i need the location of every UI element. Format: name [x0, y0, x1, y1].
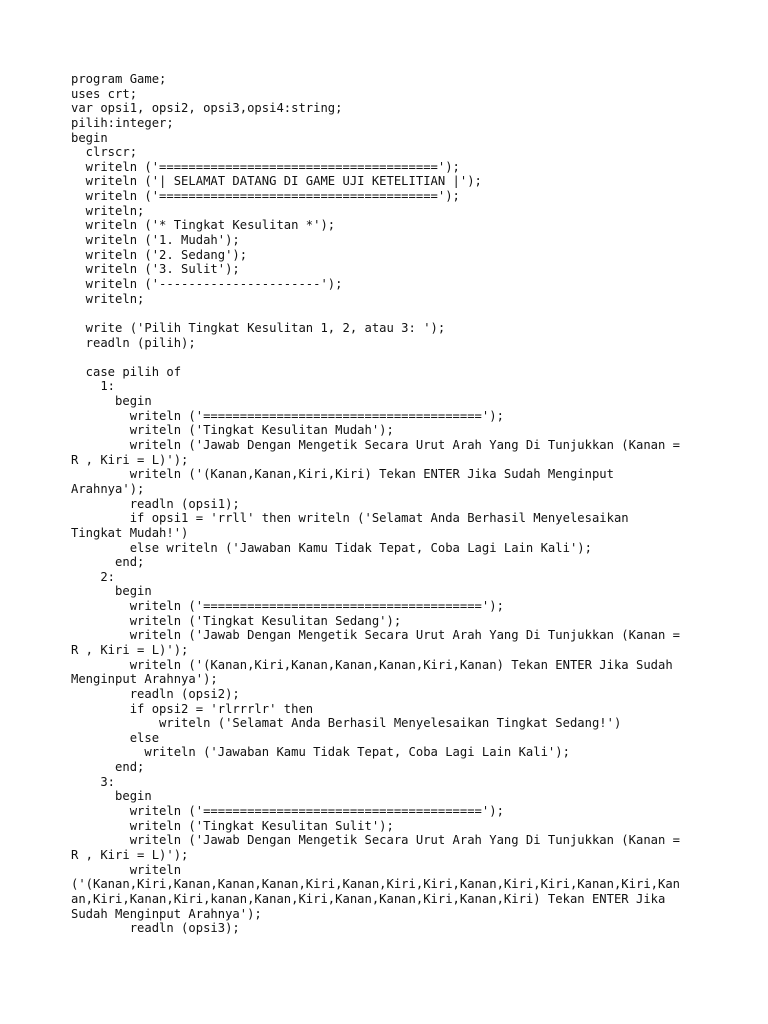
code-line: writeln ('Jawaban Kamu Tidak Tepat, Coba Lagi Lain Kali');: [71, 745, 570, 760]
code-line: ('(Kanan,Kiri,Kanan,Kanan,Kanan,Kiri,Kanan,Kiri,Kiri,Kanan,Kiri,Kiri,Kanan,Kiri,Kan: [71, 877, 681, 892]
code-line: R , Kiri = L)');: [71, 642, 189, 657]
code-line: Tingkat Mudah!'): [71, 525, 189, 540]
code-line: if opsi2 = 'rlrrrlr' then: [71, 701, 314, 716]
code-line: writeln;: [71, 203, 145, 218]
code-line: else: [71, 730, 160, 745]
code-line: writeln ('Tingkat Kesulitan Sedang');: [71, 613, 402, 628]
code-line: writeln: [71, 862, 182, 877]
code-line: clrscr;: [71, 145, 138, 160]
code-line: writeln ('======================================');: [71, 599, 504, 614]
code-line: R , Kiri = L)');: [71, 452, 189, 467]
code-line: writeln ('======================================');: [71, 804, 504, 819]
code-line: if opsi1 = 'rrll' then writeln ('Selamat Anda Berhasil Menyelesaikan: [71, 511, 629, 526]
code-line: writeln ('(Kanan,Kiri,Kanan,Kanan,Kanan,Kiri,Kanan) Tekan ENTER Jika Sudah: [71, 657, 673, 672]
code-line: program Game;: [71, 72, 167, 86]
code-line: begin: [71, 789, 152, 804]
code-line: readln (opsi2);: [71, 686, 240, 701]
code-line: pilih:integer;: [71, 115, 174, 130]
code-line: readln (pilih);: [71, 335, 196, 350]
code-line: [71, 306, 711, 321]
code-line: else writeln ('Jawaban Kamu Tidak Tepat, Coba Lagi Lain Kali');: [71, 540, 592, 555]
code-line: 1:: [71, 379, 116, 394]
code-line: writeln;: [71, 291, 145, 306]
code-line: writeln ('======================================');: [71, 189, 460, 204]
code-line: readln (opsi3);: [71, 921, 240, 936]
code-line: writeln ('Tingkat Kesulitan Sulit');: [71, 818, 394, 833]
code-line: 3:: [71, 774, 116, 789]
code-line: R , Kiri = L)');: [71, 847, 189, 862]
code-line: writeln ('1. Mudah');: [71, 233, 240, 248]
code-line: writeln ('Jawab Dengan Mengetik Secara Urut Arah Yang Di Tunjukkan (Kanan =: [71, 628, 681, 643]
code-line: case pilih of: [71, 364, 182, 379]
code-line: Sudah Menginput Arahnya');: [71, 906, 262, 921]
code-line: writeln ('2. Sedang');: [71, 247, 248, 262]
code-line: an,Kiri,Kanan,Kiri,kanan,Kanan,Kiri,Kanan,Kanan,Kiri,Kanan,Kiri) Tekan ENTER Jika: [71, 891, 666, 906]
code-line: writeln ('======================================');: [71, 159, 460, 174]
code-line: writeln ('| SELAMAT DATANG DI GAME UJI KETELITIAN |');: [71, 174, 482, 189]
code-line: begin: [71, 584, 152, 599]
code-line: uses crt;: [71, 86, 138, 101]
code-line: write ('Pilih Tingkat Kesulitan 1, 2, atau 3: ');: [71, 320, 446, 335]
code-line: writeln ('3. Sulit');: [71, 262, 240, 277]
code-line: Arahnya');: [71, 481, 145, 496]
code-line: end;: [71, 760, 145, 775]
code-line: writeln ('Jawab Dengan Mengetik Secara Urut Arah Yang Di Tunjukkan (Kanan =: [71, 833, 681, 848]
code-line: writeln ('(Kanan,Kanan,Kiri,Kiri) Tekan ENTER Jika Sudah Menginput: [71, 467, 614, 482]
code-line: readln (opsi1);: [71, 496, 240, 511]
code-line: [71, 350, 711, 365]
source-code-block: [71, 72, 711, 936]
code-line: writeln ('Selamat Anda Berhasil Menyelesaikan Tingkat Sedang!'): [71, 716, 622, 731]
code-line: writeln ('======================================');: [71, 408, 504, 423]
code-line: begin: [71, 130, 108, 145]
code-line: writeln ('Tingkat Kesulitan Mudah');: [71, 423, 394, 438]
code-line: begin: [71, 394, 152, 409]
code-line: var opsi1, opsi2, opsi3,opsi4:string;: [71, 101, 343, 116]
code-line: writeln ('Jawab Dengan Mengetik Secara Urut Arah Yang Di Tunjukkan (Kanan =: [71, 438, 681, 453]
code-line: writeln ('----------------------');: [71, 276, 343, 291]
code-line: end;: [71, 555, 145, 570]
code-line: 2:: [71, 569, 116, 584]
code-line: writeln ('* Tingkat Kesulitan *');: [71, 218, 336, 233]
code-line: Menginput Arahnya');: [71, 672, 218, 687]
